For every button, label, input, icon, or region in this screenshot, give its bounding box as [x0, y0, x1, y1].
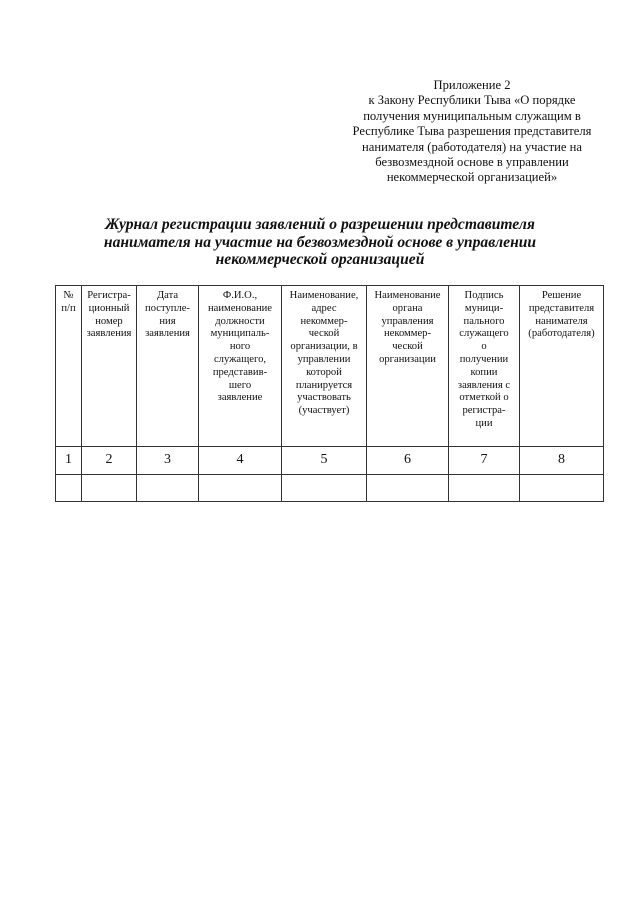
- header-text-line: Дата: [156, 290, 179, 301]
- header-text-line: поступле-: [145, 302, 190, 314]
- header-text-line: номер: [95, 315, 123, 327]
- header-text-line: некоммер-: [300, 315, 348, 327]
- empty-entry-row: [56, 475, 604, 502]
- empty-cell: [199, 475, 282, 502]
- appendix-line: некоммерческой организацией»: [386, 170, 558, 185]
- empty-cell: [82, 475, 137, 502]
- appendix-line: безвозмездной основе в управлении: [375, 155, 569, 170]
- header-text-line: Ф.И.О.,: [222, 290, 258, 301]
- appendix-line: получения муниципальным служащим в: [363, 108, 581, 123]
- header-text-line: заявления: [145, 328, 190, 340]
- header-text-line: ния: [159, 315, 176, 327]
- header-text-line: заявления: [86, 328, 132, 340]
- header-text-line: которой: [306, 366, 342, 378]
- appendix-line: нанимателя (работодателя) на участие на: [362, 139, 582, 154]
- appendix-line: Республике Тыва разрешения представителя: [352, 124, 592, 139]
- header-text-line: Решение: [541, 290, 582, 301]
- column-number-cell: 1: [56, 447, 82, 475]
- header-text-line: управлении: [297, 353, 351, 365]
- column-number-cell: 3: [137, 447, 199, 475]
- appendix-note: [330, 78, 614, 186]
- column-number-cell: 4: [199, 447, 282, 475]
- header-cell-decision: [520, 286, 604, 447]
- document-title: [60, 216, 580, 269]
- header-text-line: Регистра-: [87, 290, 131, 301]
- header-text-line: (участвует): [298, 405, 350, 417]
- header-cell-number: [56, 286, 82, 447]
- header-text-line: служащего: [459, 328, 509, 340]
- header-text-line: №: [63, 290, 74, 301]
- header-row: [56, 286, 604, 447]
- header-text-line: служащего,: [213, 353, 267, 365]
- column-numbers-row: [56, 447, 604, 475]
- header-text-line: управления: [381, 315, 434, 327]
- header-text-line: муниципаль-: [210, 328, 270, 340]
- header-text-line: заявление: [217, 392, 263, 404]
- header-text-line: получении: [459, 353, 509, 365]
- header-text-line: нанимателя: [535, 315, 588, 327]
- header-text-line: заявления с: [457, 379, 511, 391]
- header-cell-receipt-date: [137, 286, 199, 447]
- header-cell-organization: [282, 286, 367, 447]
- header-text-line: (работодателя): [528, 328, 595, 340]
- header-text-line: Наименование,: [289, 290, 359, 301]
- column-number-cell: 2: [82, 447, 137, 475]
- header-text-line: адрес: [311, 302, 337, 314]
- header-text-line: ческой: [392, 341, 423, 353]
- header-cell-employee-name: [199, 286, 282, 447]
- header-text-line: наименование: [207, 302, 273, 314]
- empty-cell: [56, 475, 82, 502]
- header-text-line: пального: [463, 315, 505, 327]
- header-text-line: планируется: [295, 379, 353, 391]
- header-text-line: Наименование: [374, 290, 441, 301]
- header-text-line: регистра-: [462, 405, 506, 417]
- header-text-line: органа: [392, 302, 423, 314]
- header-text-line: некоммер-: [383, 328, 431, 340]
- header-cell-management-body: [367, 286, 449, 447]
- header-text-line: участвовать: [297, 392, 351, 404]
- header-cell-registration-number: [82, 286, 137, 447]
- header-text-line: представив-: [212, 366, 268, 378]
- appendix-line: к Закону Республики Тыва «О порядке: [368, 93, 576, 108]
- header-text-line: отметкой о: [459, 392, 509, 404]
- empty-cell: [449, 475, 520, 502]
- column-number-cell: 5: [282, 447, 367, 475]
- header-text-line: ционный: [88, 302, 130, 314]
- header-text-line: организации, в: [290, 341, 358, 353]
- header-text-line: организации: [379, 353, 436, 365]
- appendix-line: Приложение 2: [433, 78, 511, 92]
- column-number-cell: 6: [367, 447, 449, 475]
- header-text-line: шего: [228, 379, 252, 391]
- header-text-line: представителя: [528, 302, 595, 314]
- title-line: Журнал регистрации заявлений о разрешении представителя: [105, 216, 535, 233]
- header-text-line: ческой: [308, 328, 340, 340]
- header-text-line: ции: [475, 417, 493, 429]
- header-cell-signature: [449, 286, 520, 447]
- registration-journal-table: [55, 285, 604, 502]
- title-line: нанимателя на участие на безвозмездной основе в управлении: [103, 233, 537, 251]
- header-text-line: о: [481, 341, 487, 353]
- header-text-line: п/п: [61, 302, 76, 314]
- header-text-line: ного: [229, 341, 251, 353]
- header-text-line: Подпись: [464, 290, 504, 301]
- header-text-line: должности: [215, 315, 265, 327]
- empty-cell: [137, 475, 199, 502]
- empty-cell: [367, 475, 449, 502]
- empty-cell: [520, 475, 604, 502]
- column-number-cell: 8: [520, 447, 604, 475]
- title-line: некоммерческой организацией: [215, 251, 425, 269]
- column-number-cell: 7: [449, 447, 520, 475]
- header-text-line: копии: [470, 366, 498, 378]
- header-text-line: муници-: [464, 302, 504, 314]
- empty-cell: [282, 475, 367, 502]
